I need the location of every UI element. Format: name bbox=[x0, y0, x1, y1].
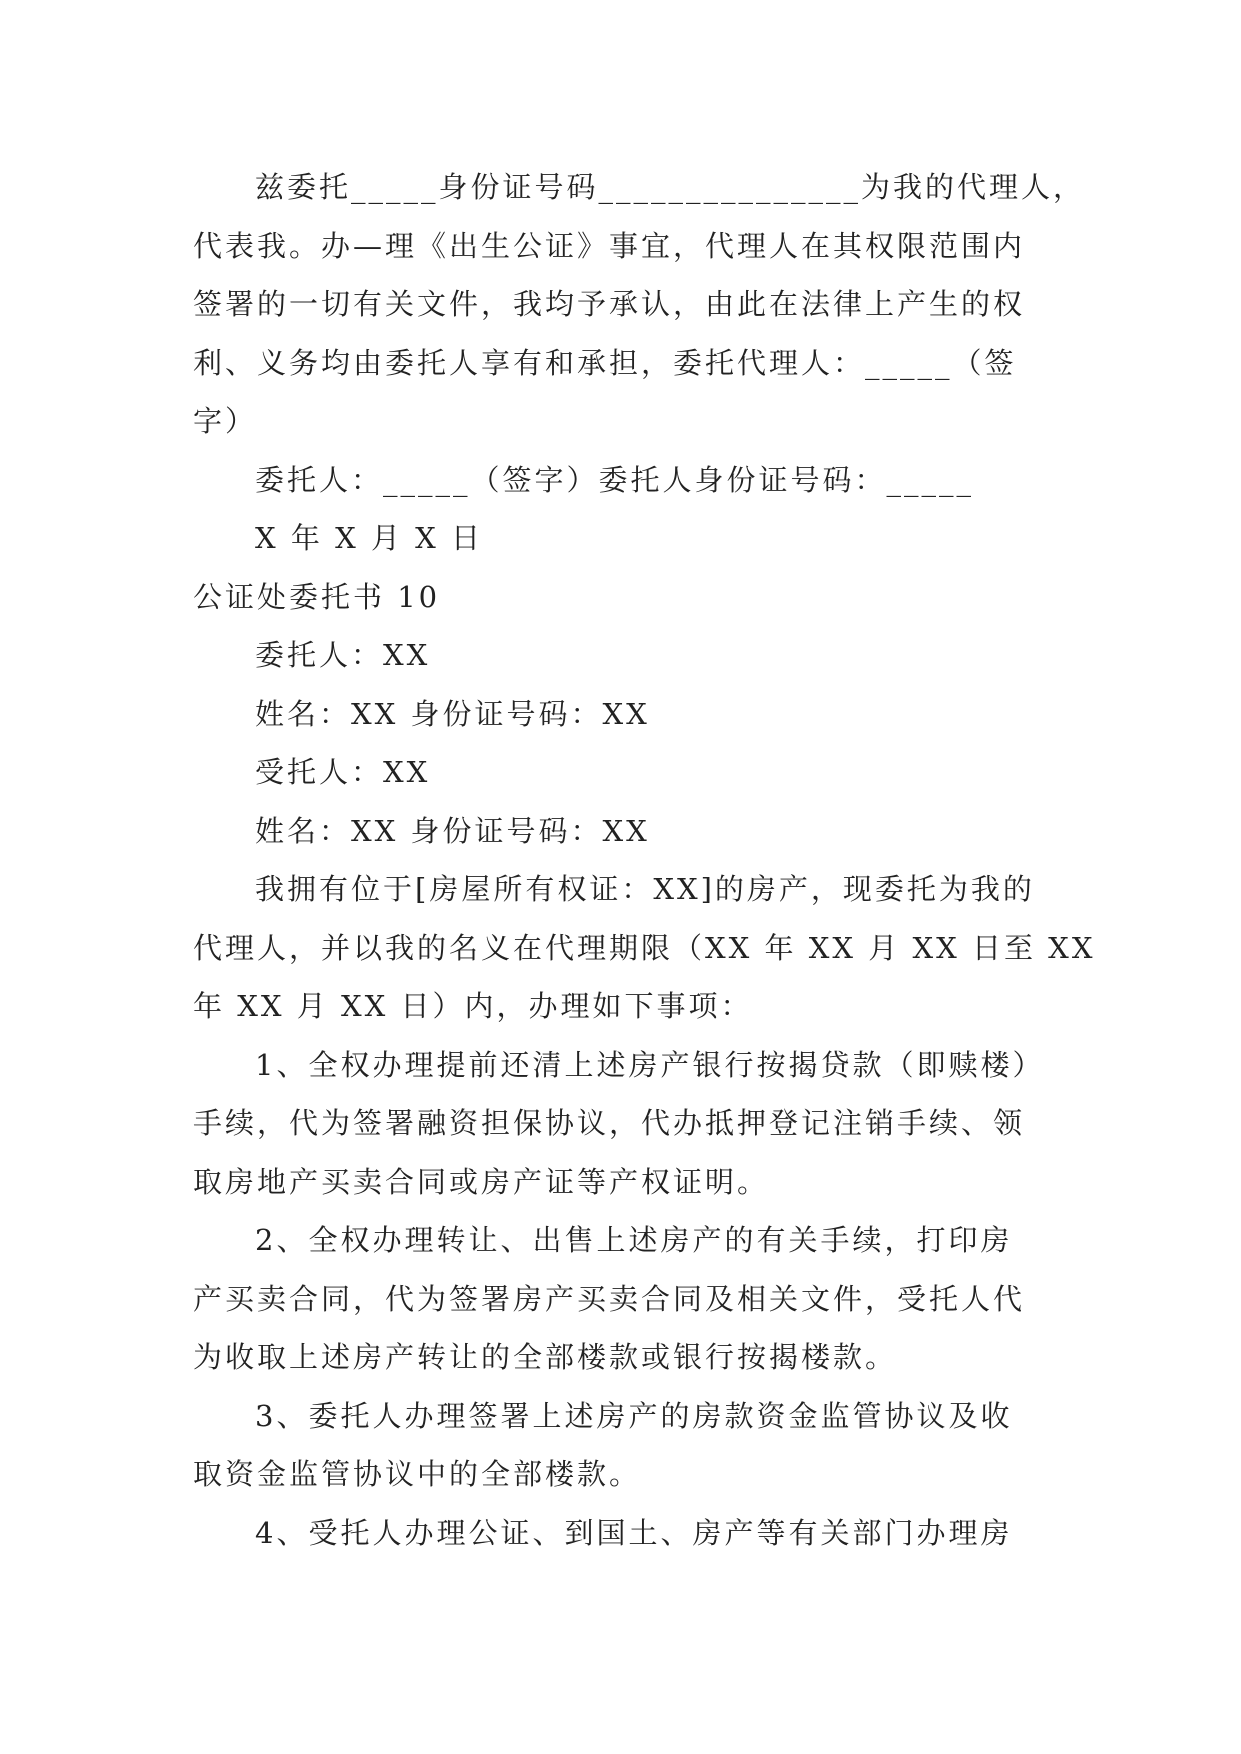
text-line: 利、义务均由委托人享有和承担，委托代理人：_____（签 bbox=[193, 345, 1017, 380]
text-line: X 年 X 月 X 日 bbox=[255, 521, 484, 555]
text-line: 取资金监管协议中的全部楼款。 bbox=[193, 1457, 642, 1491]
text-line: 公证处委托书 10 bbox=[193, 579, 441, 614]
text-line: 年 XX 月 XX 日）内，办理如下事项： bbox=[193, 989, 753, 1023]
text-line: 受托人：XX bbox=[255, 755, 431, 789]
text-line: 产买卖合同，代为签署房产买卖合同及相关文件，受托人代 bbox=[193, 1281, 1026, 1316]
text-line: 手续，代为签署融资担保协议，代办抵押登记注销手续、领 bbox=[193, 1106, 1026, 1140]
text-line: 代理人，并以我的名义在代理期限（XX 年 XX 月 XX 日至 XX bbox=[193, 930, 1096, 965]
text-line: 委托人：XX bbox=[255, 638, 431, 672]
text-line: 兹委托_____身份证号码_______________为我的代理人， bbox=[255, 170, 1086, 204]
text-line: 字） bbox=[193, 404, 258, 438]
text-line: 委托人：_____（签字）委托人身份证号码：_____ bbox=[255, 462, 975, 497]
text-line: 1、全权办理提前还清上述房产银行按揭贷款（即赎楼） bbox=[255, 1047, 1045, 1082]
text-line: 我拥有位于[房屋所有权证：XX]的房产，现委托为我的 bbox=[255, 872, 1035, 906]
text-line: 4、受托人办理公证、到国土、房产等有关部门办理房 bbox=[255, 1515, 1013, 1550]
text-line: 取房地产买卖合同或房产证等产权证明。 bbox=[193, 1164, 770, 1199]
text-line: 姓名：XX 身份证号码：XX bbox=[255, 813, 650, 848]
text-line: 3、委托人办理签署上述房产的房款资金监管协议及收 bbox=[255, 1398, 1013, 1433]
text-line: 签署的一切有关文件，我均予承认，由此在法律上产生的权 bbox=[193, 287, 1026, 321]
text-line: 姓名：XX 身份证号码：XX bbox=[255, 696, 650, 731]
document-body bbox=[193, 158, 1096, 1562]
text-line: 2、全权办理转让、出售上述房产的有关手续，打印房 bbox=[255, 1223, 1013, 1257]
text-line: 代表我。办—理《出生公证》事宜，代理人在其权限范围内 bbox=[193, 228, 1026, 263]
text-line: 为收取上述房产转让的全部楼款或银行按揭楼款。 bbox=[193, 1340, 898, 1374]
